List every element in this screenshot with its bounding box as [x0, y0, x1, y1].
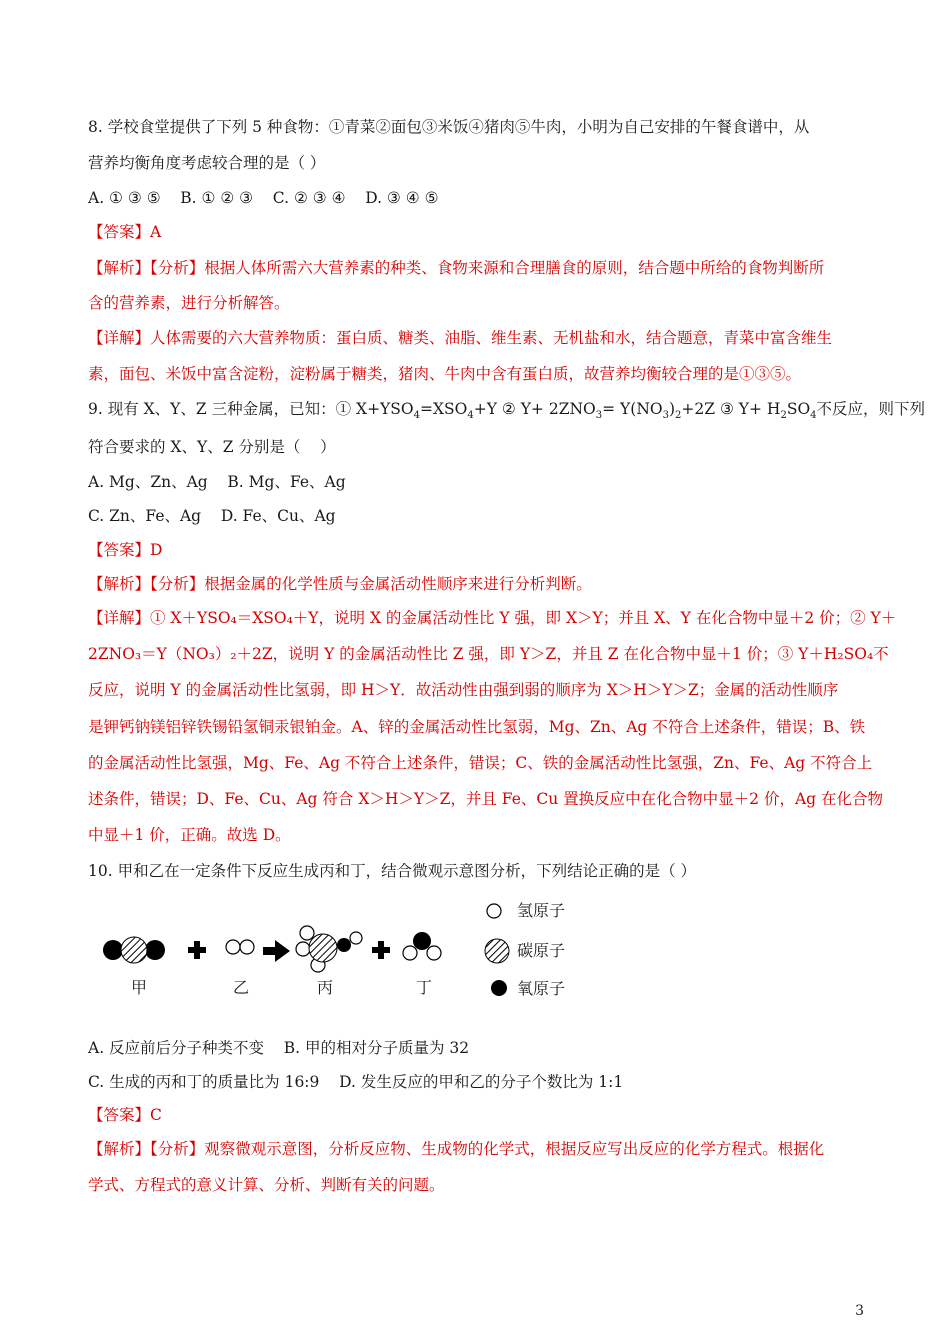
page-number: 3	[855, 1303, 864, 1319]
q8-detail-line2: 素，面包、米饭中富含淀粉，淀粉属于糖类，猪肉、牛肉中含有蛋白质，故营养均衡较合理的是①③⑤。	[88, 365, 802, 383]
legend-carbon: 碳原子	[517, 941, 566, 960]
q10-answer: 【答案】C	[88, 1106, 162, 1124]
caption-yi: 乙	[233, 978, 250, 997]
q8-stem-line2: 营养均衡角度考虑较合理的是（ ）	[88, 154, 326, 172]
q10-analysis-line1: 【解析】【分析】观察微观示意图，分析反应物、生成物的化学式，根据反应写出反应的化学方程式。根据化	[88, 1140, 825, 1158]
legend-hydrogen: 氢原子	[517, 901, 566, 920]
q8-answer: 【答案】A	[88, 223, 162, 241]
q9-detail-line4: 是钾钙钠镁铝锌铁锡铅氢铜汞银铂金。A、锌的金属活动性比氢弱，Mg、Zn、Ag 不符合上述条件，错误；B、铁	[88, 718, 866, 736]
molecule-ding	[403, 932, 441, 960]
q8-detail-line1: 【详解】人体需要的六大营养物质：蛋白质、糖类、油脂、维生素、无机盐和水，结合题意，青菜中富含维生	[88, 329, 833, 347]
q10-stem: 10. 甲和乙在一定条件下反应生成丙和丁，结合微观示意图分析，下列结论正确的是（ ）	[88, 862, 697, 880]
q9-detail-line5: 的金属活动性比氢强，Mg、Fe、Ag 不符合上述条件，错误；C、铁的金属活动性比氢强，Zn、Fe、Ag 不符合上	[88, 754, 873, 772]
plus-icon	[372, 941, 390, 959]
q9-detail-line7: 中显＋1 价，正确。故选 D。	[88, 826, 291, 844]
molecule-yi	[226, 940, 254, 954]
legend-oxygen: 氧原子	[517, 979, 566, 998]
q9-stem-line2: 符合要求的 X、Y、Z 分别是（ ）	[88, 438, 336, 456]
q9-stem-line1: 9. 现有 X、Y、Z 三种金属，已知：① $X+YSO_4=XSO_4+Y$ ② $Y+ 2ZNO_3= Y(NO_3)_2+2Z$ ③ $Y+ H_2SO_4$不反应，则下列	[88, 400, 926, 422]
q9-detail-line3: 反应，说明 Y 的金属活动性比氢弱，即 H＞Y．故活动性由强到弱的顺序为 X＞H＞Y＞Z；金属的活动性顺序	[88, 681, 839, 699]
caption-ding: 丁	[416, 978, 433, 997]
hydrogen-atom-icon	[487, 904, 501, 918]
q9-answer: 【答案】D	[88, 541, 163, 559]
molecule-bing	[296, 926, 362, 972]
q8-analysis-line1: 【解析】【分析】根据人体所需六大营养素的种类、食物来源和合理膳食的原则，结合题中所给的食物判断所	[88, 259, 825, 277]
q9-detail-line2: 2ZNO₃＝Y（NO₃）₂＋2Z，说明 Y 的金属活动性比 Z 强，即 Y＞Z，并且 Z 在化合物中显＋1 价；③ Y＋H₂SO₄不	[88, 645, 889, 663]
q9-options-cd: C. Zn、Fe、Ag D. Fe、Cu、Ag	[88, 507, 336, 525]
q8-analysis-line2: 含的营养素，进行分析解答。	[88, 294, 290, 312]
q9-detail-line6: 述条件，错误；D、Fe、Cu、Ag 符合 X＞H＞Y＞Z，并且 Fe、Cu 置换反应中在化合物中显＋2 价，Ag 在化合物	[88, 790, 883, 808]
q10-analysis-line2: 学式、方程式的意义计算、分析、判断有关的问题。	[88, 1176, 445, 1194]
caption-jia: 甲	[131, 978, 148, 997]
q9-analysis: 【解析】【分析】根据金属的化学性质与金属活动性顺序来进行分析判断。	[88, 575, 592, 593]
plus-icon	[188, 941, 206, 959]
q10-options-ab: A. 反应前后分子种类不变 B. 甲的相对分子质量为 32	[88, 1039, 470, 1057]
carbon-atom-icon	[485, 939, 509, 963]
arrow-right-icon	[263, 940, 290, 962]
q9-detail-line1: 【详解】① X＋YSO₄＝XSO₄＋Y，说明 X 的金属活动性比 Y 强，即 X＞Y；并且 X、Y 在化合物中显＋2 价；② Y＋	[88, 609, 897, 627]
oxygen-atom-icon	[491, 980, 507, 996]
q8-options: A. ① ③ ⑤ B. ① ② ③ C. ② ③ ④ D. ③ ④ ⑤	[88, 189, 439, 207]
q9-options-ab: A. Mg、Zn、Ag B. Mg、Fe、Ag	[88, 473, 346, 491]
q8-stem-line1: 8. 学校食堂提供了下列 5 种食物：①青菜②面包③米饭④猪肉⑤牛肉，小明为自己安排的午餐食谱中，从	[88, 118, 810, 136]
caption-bing: 丙	[317, 978, 334, 997]
q10-options-cd: C. 生成的丙和丁的质量比为 16:9 D. 发生反应的甲和乙的分子个数比为 1:1	[88, 1073, 624, 1091]
molecule-jia	[103, 937, 165, 963]
